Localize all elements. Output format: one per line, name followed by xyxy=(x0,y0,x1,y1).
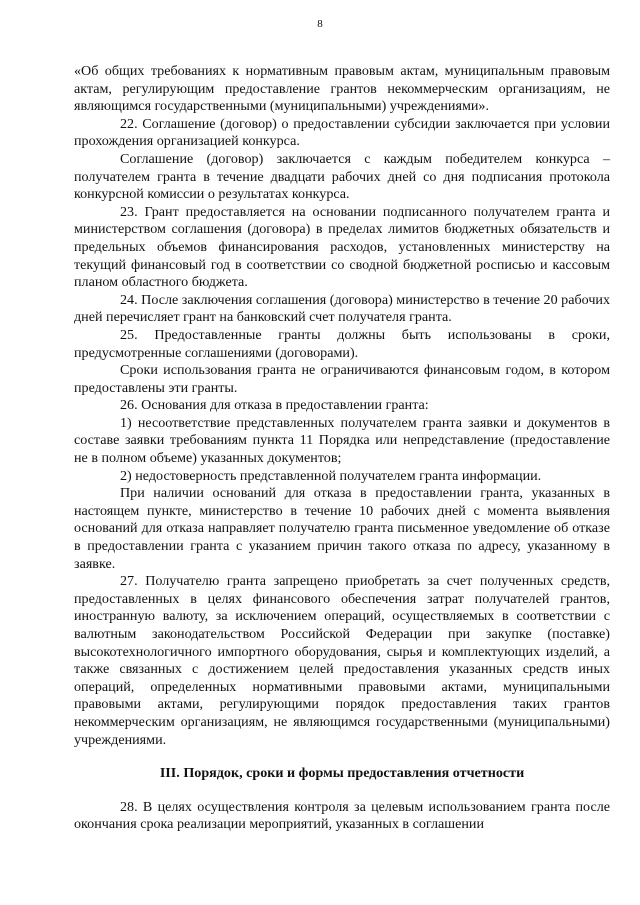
document-body xyxy=(74,63,610,834)
paragraph-25: 25. Предоставленные гранты должны быть использованы в сроки, предусмотренные соглашениями (договорами). xyxy=(74,326,610,361)
paragraph-22: 22. Соглашение (договор) о предоставлении субсидии заключается при условии прохождения организацией конкурса. xyxy=(74,115,610,150)
paragraph-grant-terms: Сроки использования гранта не ограничиваются финансовым годом, в котором предоставлены эти гранты. xyxy=(74,362,610,396)
paragraph-quote-continuation: «Об общих требованиях к нормативным правовым актам, муниципальным правовым актам, регулирующим предоставление грантов некоммерческим организациям, не являющимся государственными (муниципальными) учреждениями». xyxy=(74,63,610,115)
paragraph-26: 26. Основания для отказа в предоставлении гранта: xyxy=(120,397,429,414)
section-heading: III. Порядок, сроки и формы предоставления отчетности xyxy=(159,765,525,782)
paragraph-27: 27. Получателю гранта запрещено приобретать за счет полученных средств, предоставленных в целях финансового обеспечения затрат получателей грантов, иностранную валюту, за исключением операций, осуществляемых в соответствии с валютным законодательством Российской Федерации при закупке (поставке) высокотехнологичного импортного оборудования, сырья и комплектующих изделий, а также связанных с достижением целей предоставления указанных средств иных операций, определенных нормативными правовыми актами, муниципальными правовыми актами, регулирующими порядок предоставления таких грантов некоммерческим организациям, не являющимся государственными (муниципальными) учреждениями. xyxy=(74,573,610,748)
page-number: 8 xyxy=(317,18,323,30)
paragraph-26-item-2: 2) недостоверность представленной получателем гранта информации. xyxy=(120,467,542,484)
paragraph-refusal-notice: При наличии оснований для отказа в предоставлении гранта, указанных в настоящем пункте, министерство в течение 10 рабочих дней с момента выявления оснований для отказа направляет получателю гранта письменное уведомление об отказе в предоставлении гранта с указанием причин такого отказа по адресу, указанному в заявке. xyxy=(74,485,610,572)
paragraph-28: 28. В целях осуществления контроля за целевым использованием гранта после окончания срока реализации мероприятий, указанных в соглашении xyxy=(74,798,610,833)
paragraph-24: 24. После заключения соглашения (договора) министерство в течение 20 рабочих дней перечисляет грант на банковский счет получателя гранта. xyxy=(74,291,610,326)
paragraph-26-item-1: 1) несоответствие представленных получателем гранта заявки и документов в составе заявки требованиям пункта 11 Порядка или непредставление (предоставление не в полном объеме) указанных документов; xyxy=(74,414,610,467)
paragraph-agreement-winner: Соглашение (договор) заключается с каждым победителем конкурса – получателем гранта в течение двадцати рабочих дней со дня подписания протокола конкурсной комиссии о результатах конкурса. xyxy=(74,150,610,203)
paragraph-23: 23. Грант предоставляется на основании подписанного получателем гранта и министерством соглашения (договора) в пределах лимитов бюджетных обязательств и предельных объемов финансирования расходов, установленных министерству на текущий финансовый год в соответствии со сводной бюджетной росписью и кассовым планом областного бюджета. xyxy=(74,203,610,291)
